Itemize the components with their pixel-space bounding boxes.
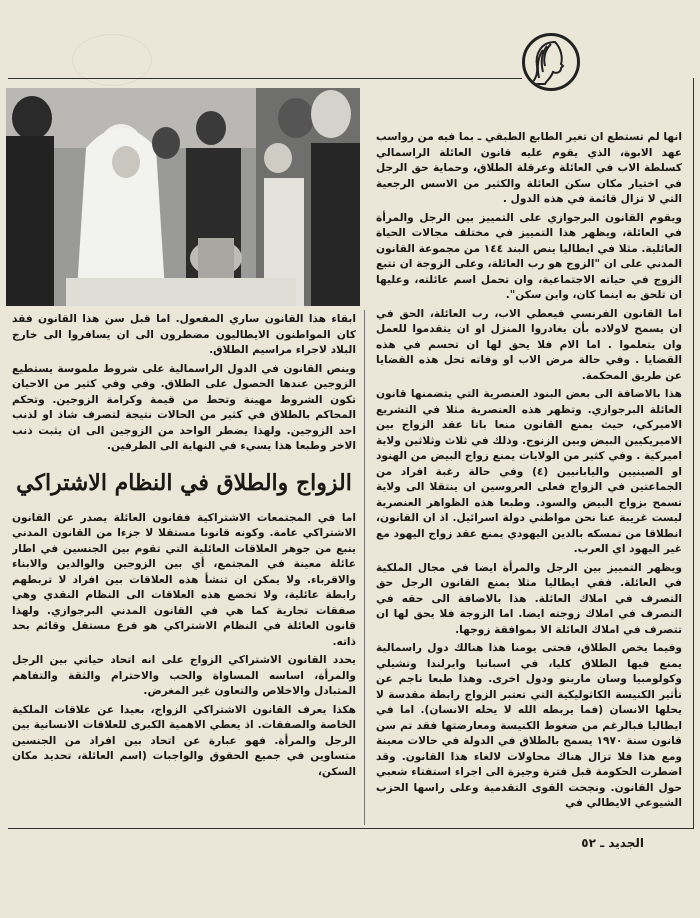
paragraph: ابقاء هذا القانون ساري المفعول. اما قبل سن هذا القانون فقد كان المواطنون الايطاليون مضطرون الى ان يسافروا الى خارج البلاد لاجراء مراسيم الطلاق. [12,313,356,356]
paragraph: وفيما يخص الطلاق، فحتى يومنا هذا هنالك دول راسمالية يمنع فيها الطلاق كليا، في اسبانيا وايرلندا وتشيلي وكولومبيا وسان مارينو ودول اخرى. وهذا طبعا ناجم عن تأثير الكنيسة الكاثوليكية التي تعتبر الزواج رابطة مقدسة لا يحلها الانسان (فما يربطه الله لا يحله الانسان). اما في ايطاليا فبالرغم من ضغوط الكنيسة ومعارضتها فقد تم سن قانون سنة ١٩٧٠ يسمح بالطلاق في الدولة في حالات معينة ومع هذا فلا تزال هناك محاولات لالغاء هذا القانون. وقد اضطرت الحكومة قبل فترة وجيزة الى اجراء استفتاء شعبي حول القانون. ونجحت القوى التقدمية وعلى راسها الحزب الشيوعي الايطالي في [376,642,682,809]
woman-profile-logo-icon [522,33,580,91]
paragraph: يحدد القانون الاشتراكي الزواج على انه اتحاد حياتي بين الرجل والمرأة، اساسه المساواة والحب والاحترام والثقة والتفاهم المتبادل والاخلاص والتعاون غير المغرض. [12,654,356,697]
frame-top-rule [8,78,522,79]
paragraph: هكذا يعرف القانون الاشتراكي الزواج، بعيدا عن علاقات الملكية الخاصة والصفقات. اذ يعطي الاهمية الكبرى للعلاقات الانسانية بين الرجل والمرأة. فهو عبارة عن اتحاد بين افراد من الجنسين متساوين في جميع الحقوق والواجبات (اسم العائلة، تحديد مكان السكن، [12,703,356,778]
right-text-column [376,130,682,820]
paragraph: اما في المجتمعات الاشتراكية فقانون العائلة يصدر عن القانون الاشتراكي عامة. وكونه قانونا مستقلا لا جزءا من القانون المدني ينبع من جوهر العلاقات العائلية التي تقوم بين الجنسين في اطار عائلة معينة في المجتمع، أي بين الزوجين والوالدين والابناء والاقرباء. ولا يمكن ان تنشأ هذه العلاقات بين افراد لا تربطهم رابطة عائلية، ولا تخضع هذه العلاقات الى النظام النقدي وهي صفقات تجارية كما هي في القانون المدني البرجوازي. ولهذا قانون العائلة في النظام الاشتراكي هو فرع مستقل وقائم بحد ذاته. [12,511,356,648]
paragraph: انها لم تستطع ان تغير الطابع الطبقي ـ بما فيه من رواسب عهد الابوة، الذي يقوم عليه قانون العائلة الراسمالي كسلطة الاب في العائلة وعرقلة الطلاق، وحماية حق الرجل في اختيار مكان سكن العائلة والكثير من الاسس الرجعية التي لا تزال قائمة في هذه الدول . [376,131,682,205]
paragraph: ويقوم القانون البرجوازي على التمييز بين الرجل والمرأة في العائلة، ويظهر هذا التمييز في مختلف مجالات الحياة العائلية. مثلا في ايطاليا ينص البند ١٤٤ من مجموعة القانون المدني على ان "الزوج هو رب العائلة، وعلى الزوجة ان تتبع الزوج في حياته الاجتماعية، وان تحمل اسم عائلته، وعليها ان تلحق به اينما كان، واين سكن". [376,211,682,301]
wedding-ceremony-photo [6,88,360,306]
paragraph: ويظهر التمييز بين الرجل والمرأة ايضا في مجال الملكية في العائلة. ففي ايطاليا مثلا يمنع القانون الرجل حق التصرف في املاك العائلة. هذا بالاضافة الى حقه في التصرف في املاك زوجته ايضا. اما الزوجة فلا يحق لها ان تتصرف في املاك العائلة الا بموافقة زوجها. [376,561,682,636]
left-text-column [12,312,356,824]
frame-right-rule [693,78,694,828]
paragraph: وينص القانون في الدول الراسمالية على شروط ملموسة يستطيع الزوجين عندها الحصول على الطلاق. وفي وفي كثير من الاحيان تكون الشروط مهينة وتحط من قيمة وكرامة الزوجين. وتحكم المحاكم بالطلاق في كثير من الحالات نتيجة لتصرف شاذ او لذنب احد الزوجين. ولهذا يضطر الواحد من الزوجين الى ان يثبت ذنب الاخر وطبعا هذا يسيء في النهاية الى الطرفين. [12,362,356,452]
frame-bottom-rule [8,828,694,829]
section-heading: الزواج والطلاق في النظام الاشتراكي [16,469,352,496]
paragraph: اما القانون الفرنسي فيعطي الاب، رب العائلة، الحق في ان يسمح لاولاده بأن يغادروا المنزل او ان يتقدموا للعمل وان يتعلموا . اما الام فلا يحق لها ان تحسم في هذه القضايا . وفي حالة مرض الاب او وفاته تحل هذه القضايا عن طريق المحكمة. [376,307,682,382]
paragraph: هذا بالاضافة الى بعض البنود العنصرية التي يتضمنها قانون العائلة البرجوازي. وتظهر هذه العنصرية مثلا في التشريع الاميركي، حيث يمنع القانون منعا باتا عقد الزواج بين الاميريكيين البيض وبين الزنوج. وذلك في ثلاث وثلاثين ولاية اميركية . وفي كثير من الولايات يمنع زواج البيض من الهنود او الصينيين واليابانيين (٤) وفي حالة رغبة افراد من الجماعتين في الزواج فعلى العروسين ان ينتقلا الى ولاية تسمح بزواج البيض والسود. وطبعا هذه الظواهر العنصرية ليست غريبة عنا نحن مواطني دولة اسرائيل. اذ ان القانون، انطلاقا من تمسكه بالدين اليهودي يمنع عقد زواج اليهود مع غير اليهود اي العرب. [376,388,682,555]
column-divider [364,310,365,825]
page-footer: الجديد ـ ٥٢ [581,836,644,850]
